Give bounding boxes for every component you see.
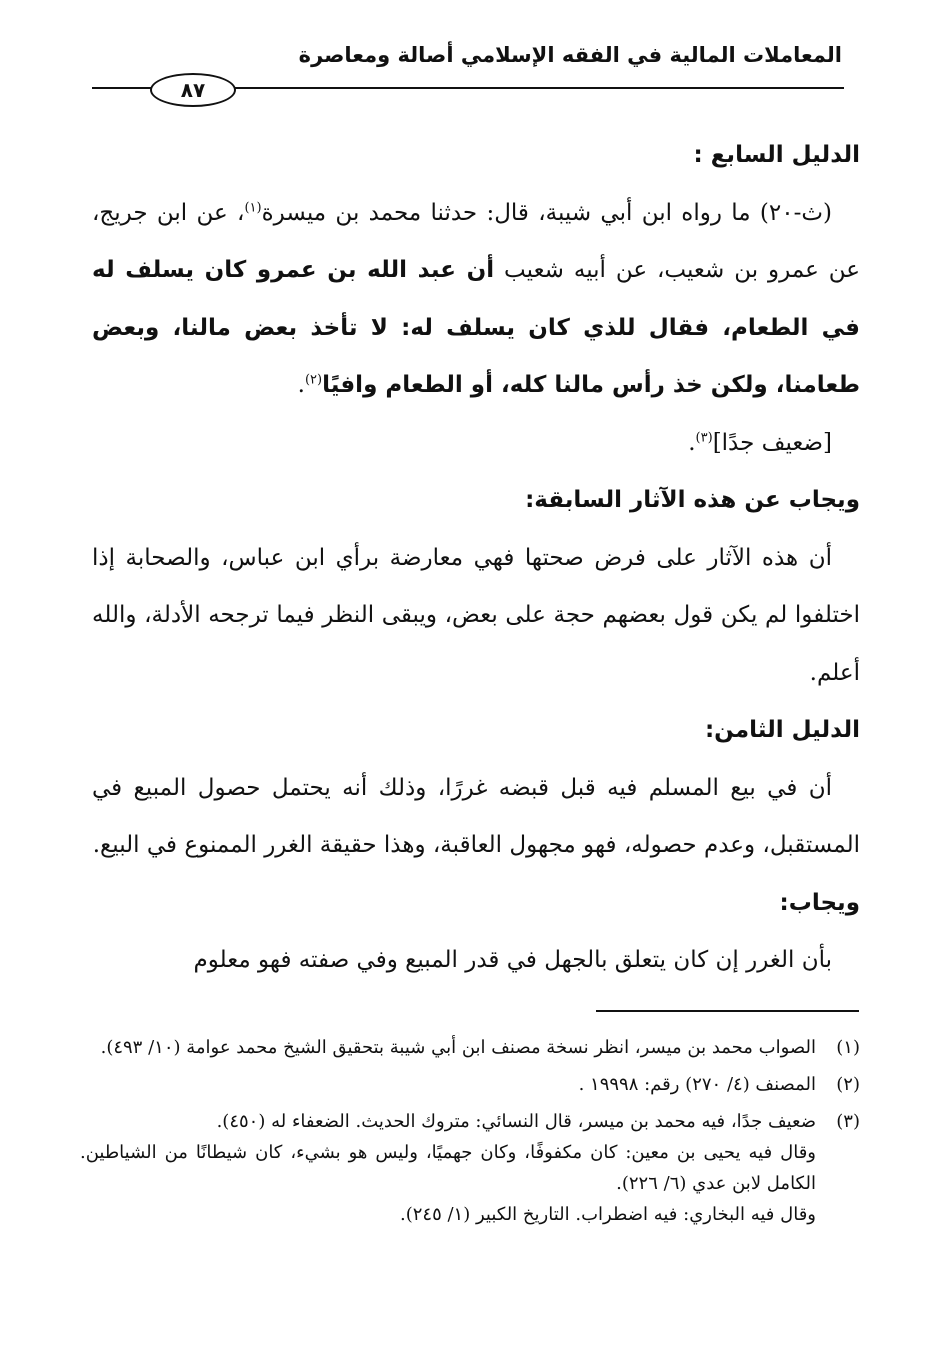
footnote-line: المصنف (٤/ ٢٧٠) رقم: ١٩٩٩٨ .	[578, 1074, 816, 1095]
footnote-1	[80, 1032, 860, 1063]
footnote-text	[80, 1106, 816, 1230]
footnote-3	[80, 1106, 860, 1230]
reply-gharar-paragraph: بأن الغرر إن كان يتعلق بالجهل في قدر المبيع وفي صفته فهو معلوم	[193, 947, 832, 973]
athar-isnad: (ث-٢٠) ما رواه ابن أبي شيبة، قال: حدثنا محمد بن ميسرة	[261, 199, 832, 226]
footnote-number: (١)	[836, 1037, 860, 1058]
heading-reply-previous-athar: ويجاب عن هذه الآثار السابقة:	[525, 487, 860, 513]
athar-isnad-continued: ، عن ابن جريج، عن عمرو بن شعيب، عن أبيه شعيب	[92, 199, 860, 283]
footnote-line: وقال فيه البخاري: فيه اضطراب. التاريخ الكبير (١/ ٢٤٥).	[399, 1204, 816, 1225]
heading-seventh-evidence: الدليل السابع :	[693, 142, 860, 168]
athar-end: .	[297, 372, 305, 398]
footnote-number: (٣)	[836, 1111, 860, 1132]
footnote-line: ضعيف جدًا، فيه محمد بن ميسر، قال النسائي: متروك الحديث. الضعفاء له (٤٥٠).	[216, 1111, 816, 1132]
footnote-line: وقال فيه يحيى بن معين: كان مكفوفًا، وكان جهميًا، وليس هو بشيء، كان شيطانًا من الشياطين. الكامل لابن عدي (٦/ ٢٢٦).	[80, 1142, 816, 1194]
athar-20-paragraph	[92, 185, 860, 415]
footnote-text	[80, 1032, 816, 1063]
main-text	[92, 127, 860, 990]
footnote-number: (٢)	[836, 1074, 860, 1095]
grade-text: [ضعيف جدًا]	[712, 429, 832, 456]
grade-end: .	[688, 429, 696, 456]
heading-reply: ويجاب:	[779, 889, 860, 916]
footnote-line: الصواب محمد بن ميسر، انظر نسخة مصنف ابن أبي شيبة بتحقيق الشيخ محمد عوامة (١٠/ ٤٩٣).	[100, 1037, 816, 1058]
footnote-text	[80, 1069, 816, 1100]
page-number-badge: ٨٧	[150, 73, 236, 107]
footnote-2	[80, 1069, 860, 1100]
heading-eighth-evidence: الدليل الثامن:	[704, 717, 860, 743]
footnote-rule	[596, 1010, 859, 1012]
footnote-ref-2[interactable]: (٢)	[304, 372, 323, 388]
reply-paragraph: أن هذه الآثار على فرض صحتها فهي معارضة برأي ابن عباس، والصحابة إذا اختلفوا لم يكن قول بعضهم حجة على بعض، ويبقى النظر فيما ترجحه الأدلة، والله أعلم.	[92, 544, 860, 686]
footnote-ref-1[interactable]: (١)	[244, 199, 262, 215]
athar-matn: أن عبد الله بن عمرو كان يسلف له في الطعام، فقال للذي كان يسلف له: لا تأخذ بعض مالنا، وبعض طعامنا، ولكن خذ رأس مالنا كله، أو الطعام وافيًا	[92, 257, 860, 398]
footnote-ref-3[interactable]: (٣)	[695, 429, 713, 445]
eighth-evidence-paragraph: أن في بيع المسلم فيه قبل قبضه غررًا، وذلك أنه يحتمل حصول المبيع في المستقبل، وعدم حصوله، فهو مجهول العاقبة، وهذا حقيقة الغرر الممنوع في البيع.	[92, 774, 860, 858]
running-title: المعاملات المالية في الفقه الإسلامي أصالة ومعاصرة	[298, 43, 842, 67]
footnotes	[80, 1032, 860, 1236]
grade-line	[92, 415, 860, 473]
